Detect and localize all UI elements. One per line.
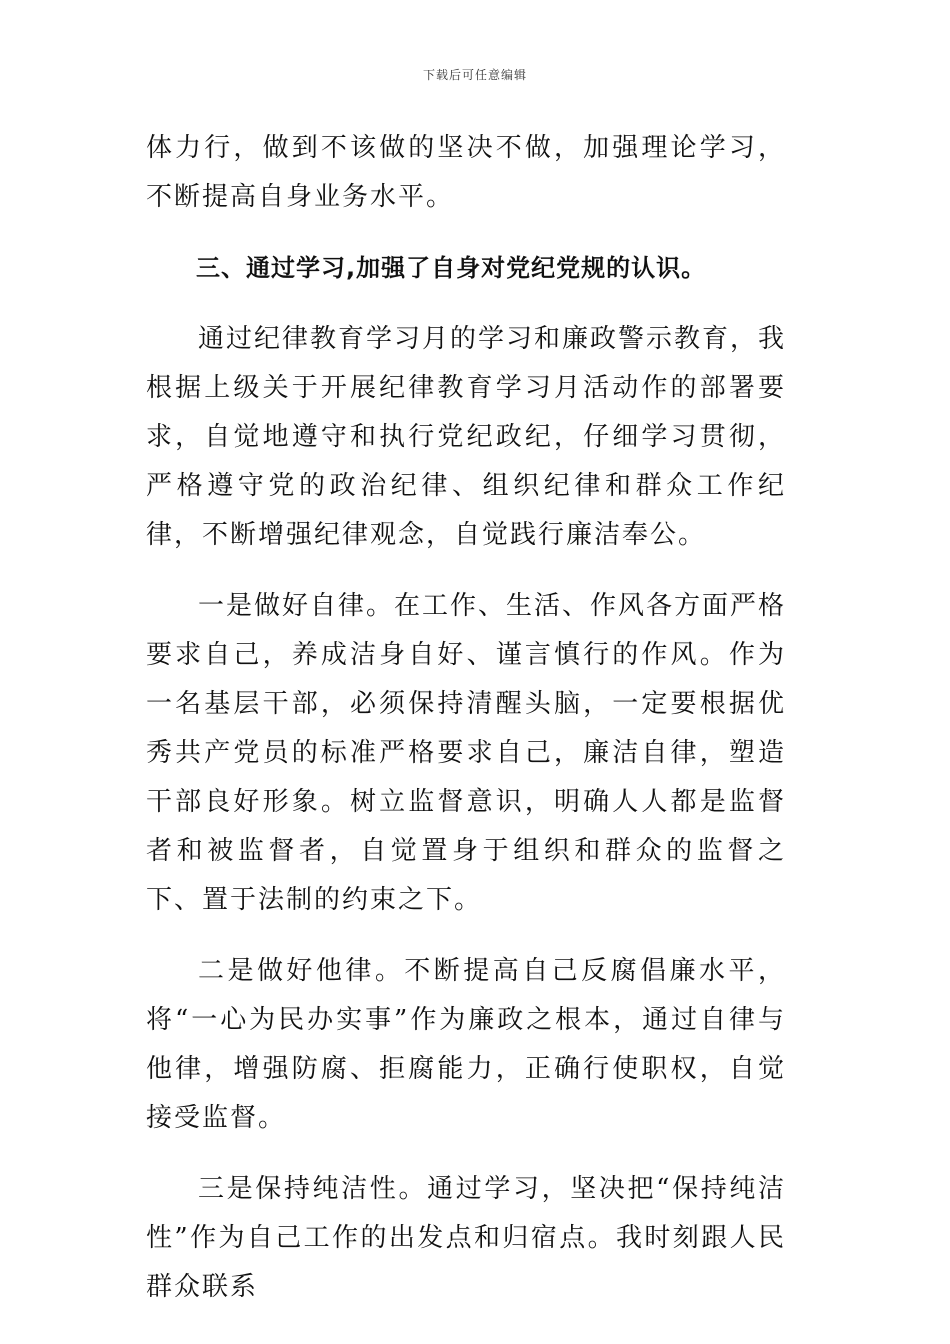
paragraph-self-discipline: 一是做好自律。在工作、生活、作风各方面严格要求自己，养成洁身自好、谨言慎行的作风。作为一名基层干部，必须保持清醒头脑，一定要根据优秀共产党员的标准严格要求自己，廉洁自律，塑造干部良好形象。树立监督意识，明确人人都是监督者和被监督者，自觉置身于组织和群众的监督之下、置于法制的约束之下。 xyxy=(146,591,787,915)
paragraph-gap xyxy=(146,293,786,315)
paragraph-discipline-study: 通过纪律教育学习月的学习和廉政警示教育，我根据上级关于开展纪律教育学习月活动作的部署要求，自觉地遵守和执行党纪政纪，仔细学习贯彻，严格遵守党的政治纪律、组织纪律和群众工作纪律，不断增强纪律观念，自觉践行廉洁奉公。 xyxy=(146,324,787,550)
page-header-note: 下载后可任意编辑 xyxy=(422,68,527,82)
section-heading: 三、通过学习,加强了自身对党纪党规的认识。 xyxy=(196,254,707,282)
document-body xyxy=(146,124,786,1312)
paragraph-gap xyxy=(146,560,786,582)
paragraph-gap xyxy=(146,222,786,244)
paragraph-purity: 三是保持纯洁性。通过学习，坚决把“保持纯洁性”作为自己工作的出发点和归宿点。我时刻跟人民群众联系 xyxy=(146,1174,786,1302)
paragraph-external-discipline: 二是做好他律。不断提高自己反腐倡廉水平，将“一心为民办实事”作为廉政之根本，通过自律与他律，增强防腐、拒腐能力，正确行使职权，自觉接受监督。 xyxy=(146,956,786,1133)
paragraph-gap xyxy=(146,925,786,947)
paragraph-gap xyxy=(146,1143,786,1165)
paragraph-continuation: 体力行，做到不该做的坚决不做，加强理论学习，不断提高自身业务水平。 xyxy=(146,133,786,212)
